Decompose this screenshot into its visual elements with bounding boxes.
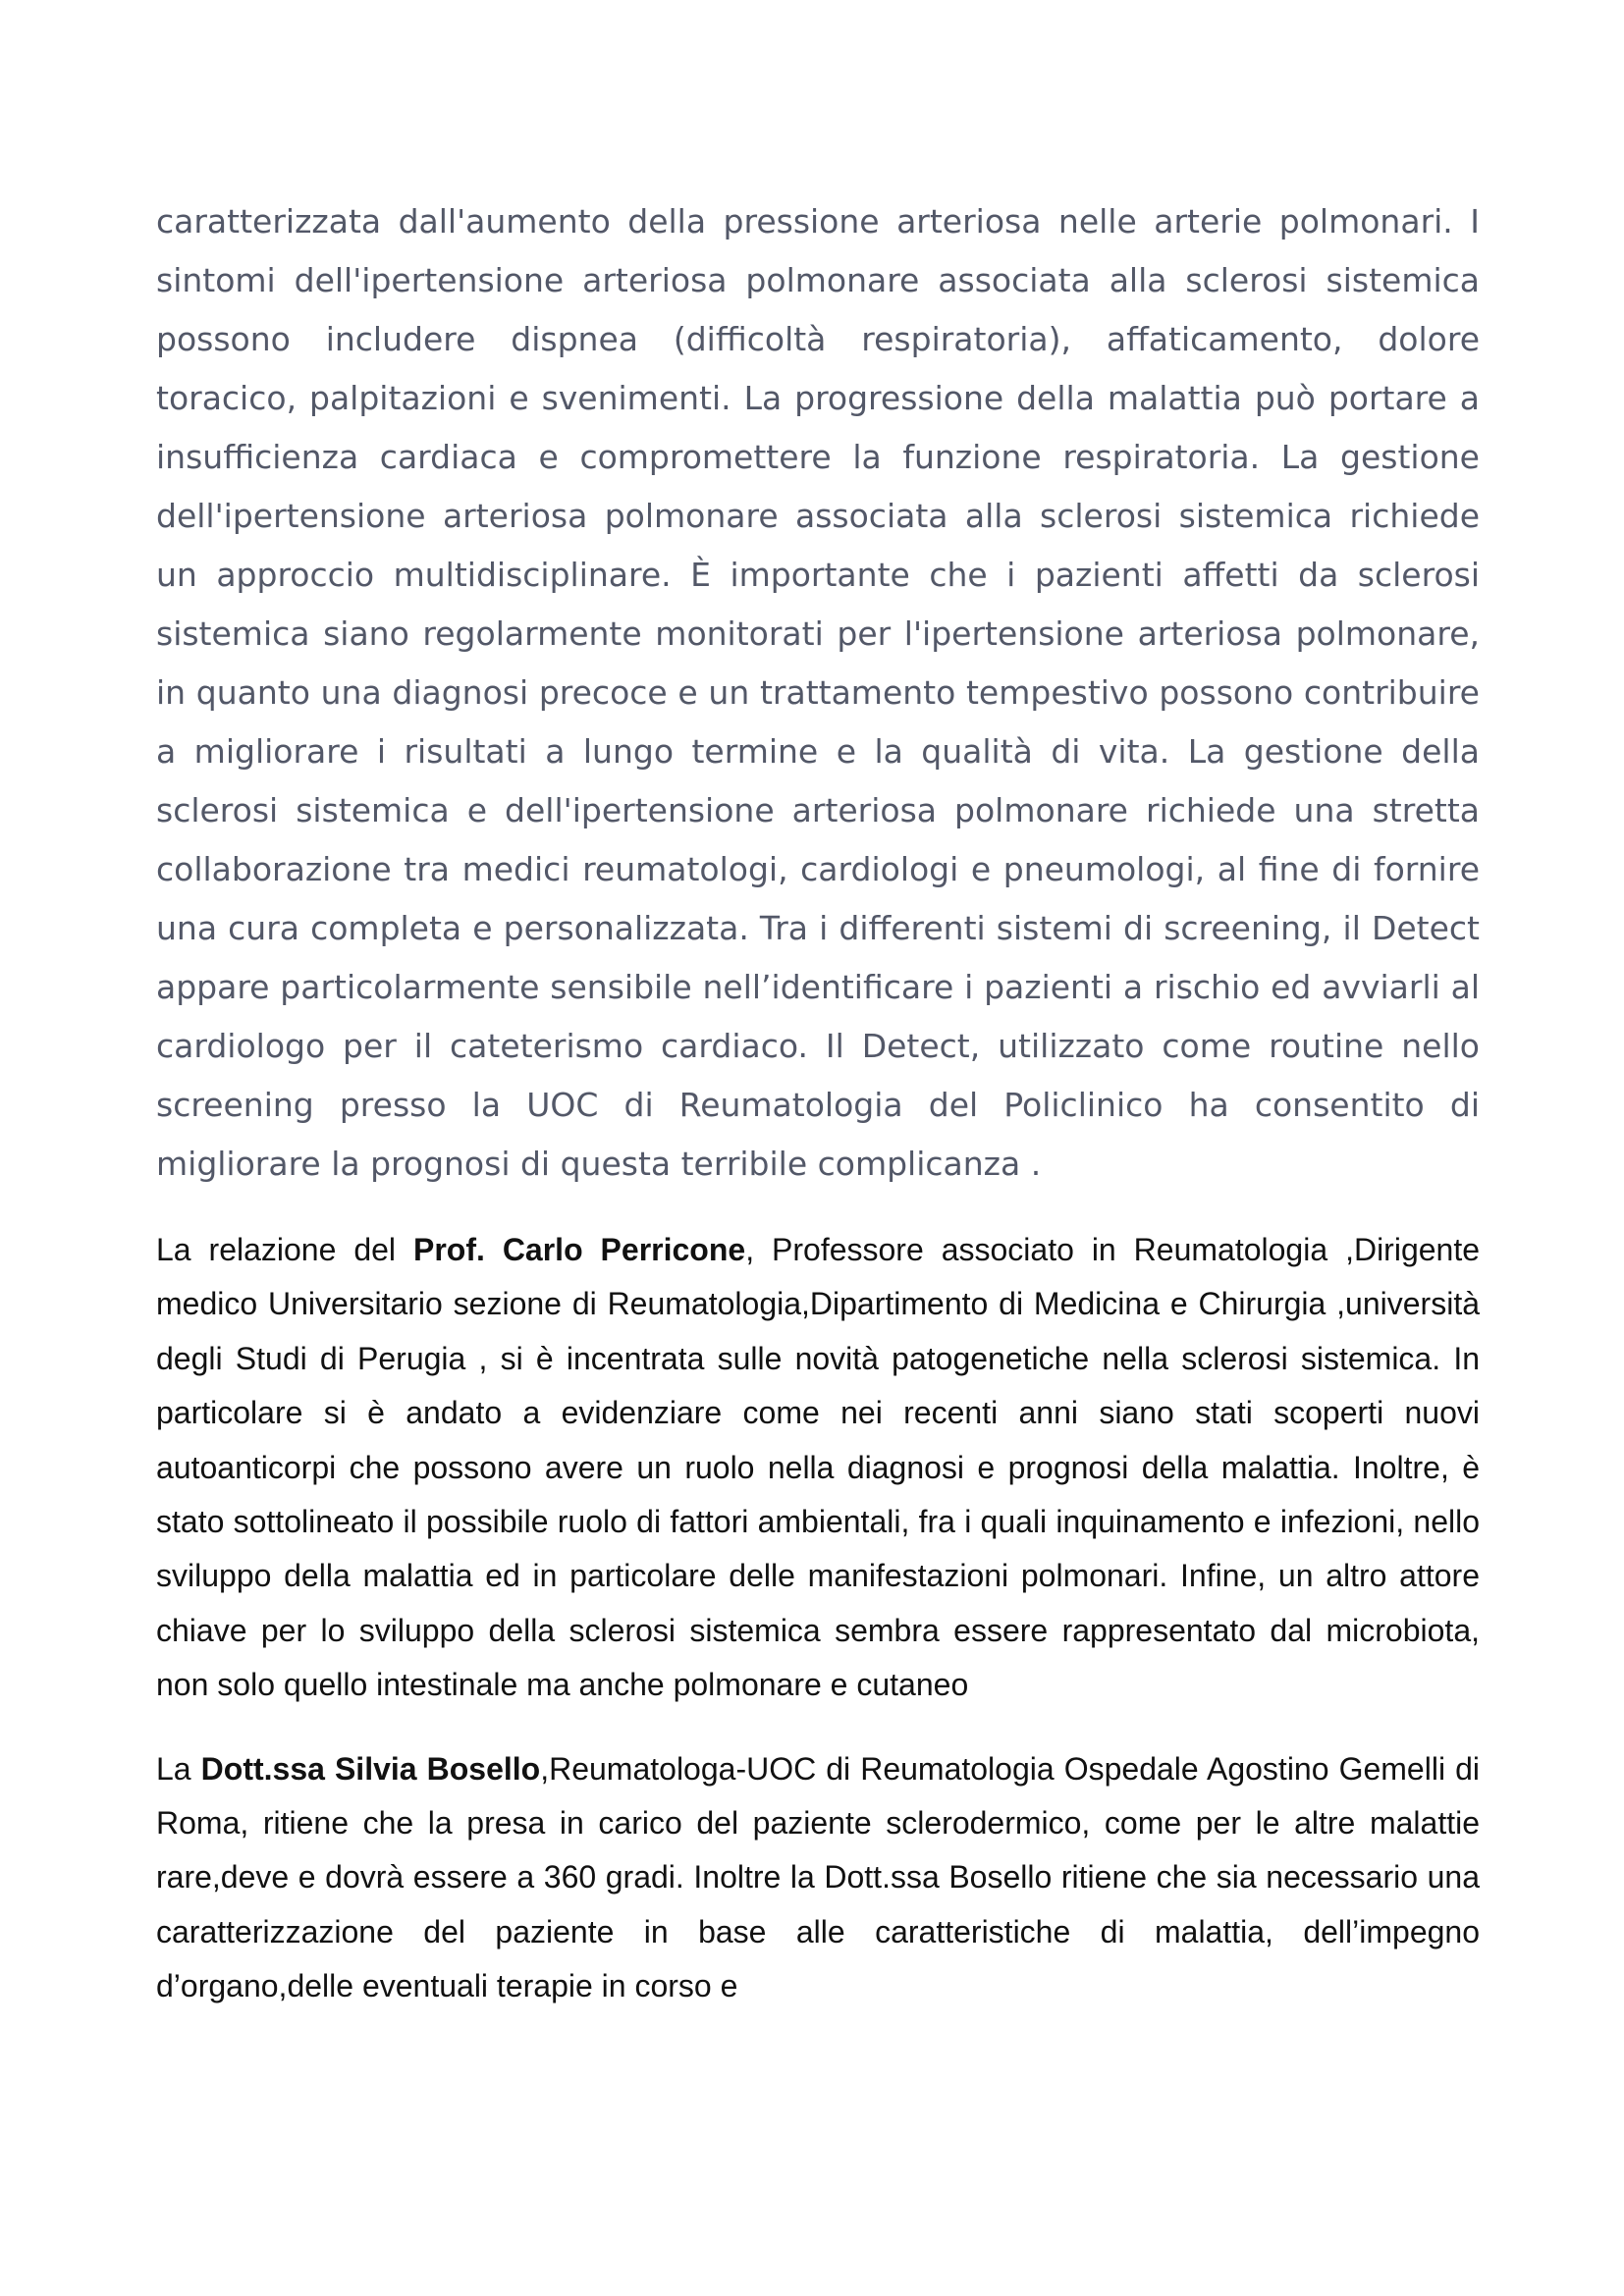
paragraph-bosello-report — [156, 1742, 1480, 2014]
document-page — [156, 192, 1480, 2014]
paragraph-body-text: , Professore associato in Reumatologia ,Dirigente medico Universitario sezione di Reumatologia,Dipartimento di Medicina e Chirurgia ,università degli Studi di Perugia , si è incentrata sulle novità patogenetiche nella sclerosi sistemica. In particolare si è andato a evidenziare come nei recenti anni siano stati scoperti nuovi autoanticorpi che possono avere un ruolo nella diagnosi e prognosi della malattia. Inoltre, è stato sottolineato il possibile ruolo di fattori ambientali, fra i quali inquinamento e infezioni, nello sviluppo della malattia ed in particolare delle manifestazioni polmonari. Infine, un altro attore chiave per lo sviluppo della sclerosi sistemica sembra essere rappresentato dal microbiota, non solo quello intestinale ma anche polmonare e cutaneo — [156, 1232, 1481, 1703]
speaker-name: Prof. Carlo Perricone — [412, 1232, 746, 1267]
paragraph-perricone-report — [156, 1223, 1480, 1713]
paragraph-lead-text: La relazione del — [156, 1232, 413, 1267]
paragraph-pah-overview: caratterizzata dall'aumento della pressione arteriosa nelle arterie polmonari. I sintomi dell'ipertensione arteriosa polmonare associata alla sclerosi sistemica possono includere dispnea (difficoltà respiratoria), affaticamento, dolore toracico, palpitazioni e svenimenti. La progressione della malattia può portare a insufficienza cardiaca e compromettere la funzione respiratoria. La gestione dell'ipertensione arteriosa polmonare associata alla sclerosi sistemica richiede un approccio multidisciplinare. È importante che i pazienti affetti da sclerosi sistemica siano regolarmente monitorati per l'ipertensione arteriosa polmonare, in quanto una diagnosi precoce e un trattamento tempestivo possono contribuire a migliorare i risultati a lungo termine e la qualità di vita. La gestione della sclerosi sistemica e dell'ipertensione arteriosa polmonare richiede una stretta collaborazione tra medici reumatologi, cardiologi e pneumologi, al fine di fornire una cura completa e personalizzata. Tra i differenti sistemi di screening, il Detect appare particolarmente sensibile nell’identificare i pazienti a rischio ed avviarli al cardiologo per il cateterismo cardiaco. Il Detect, utilizzato come routine nello screening presso la UOC di Reumatologia del Policlinico ha consentito di migliorare la prognosi di questa terribile complicanza . — [156, 202, 1480, 1183]
paragraph-lead-text: La — [156, 1750, 201, 1787]
paragraph-body-text: ,Reumatologa-UOC di Reumatologia Ospedale Agostino Gemelli di Roma, ritiene che la presa in carico del paziente sclerodermico, come per le altre malattie rare,deve e dovrà essere a 360 gradi. Inoltre la Dott.ssa Bosello ritiene che sia necessario una caratterizzazione del paziente in base alle caratteristiche di malattia, dell’impegno d’organo,delle eventuali terapie in corso e — [156, 1750, 1481, 2004]
speaker-name: Dott.ssa Silvia Bosello — [200, 1750, 541, 1787]
